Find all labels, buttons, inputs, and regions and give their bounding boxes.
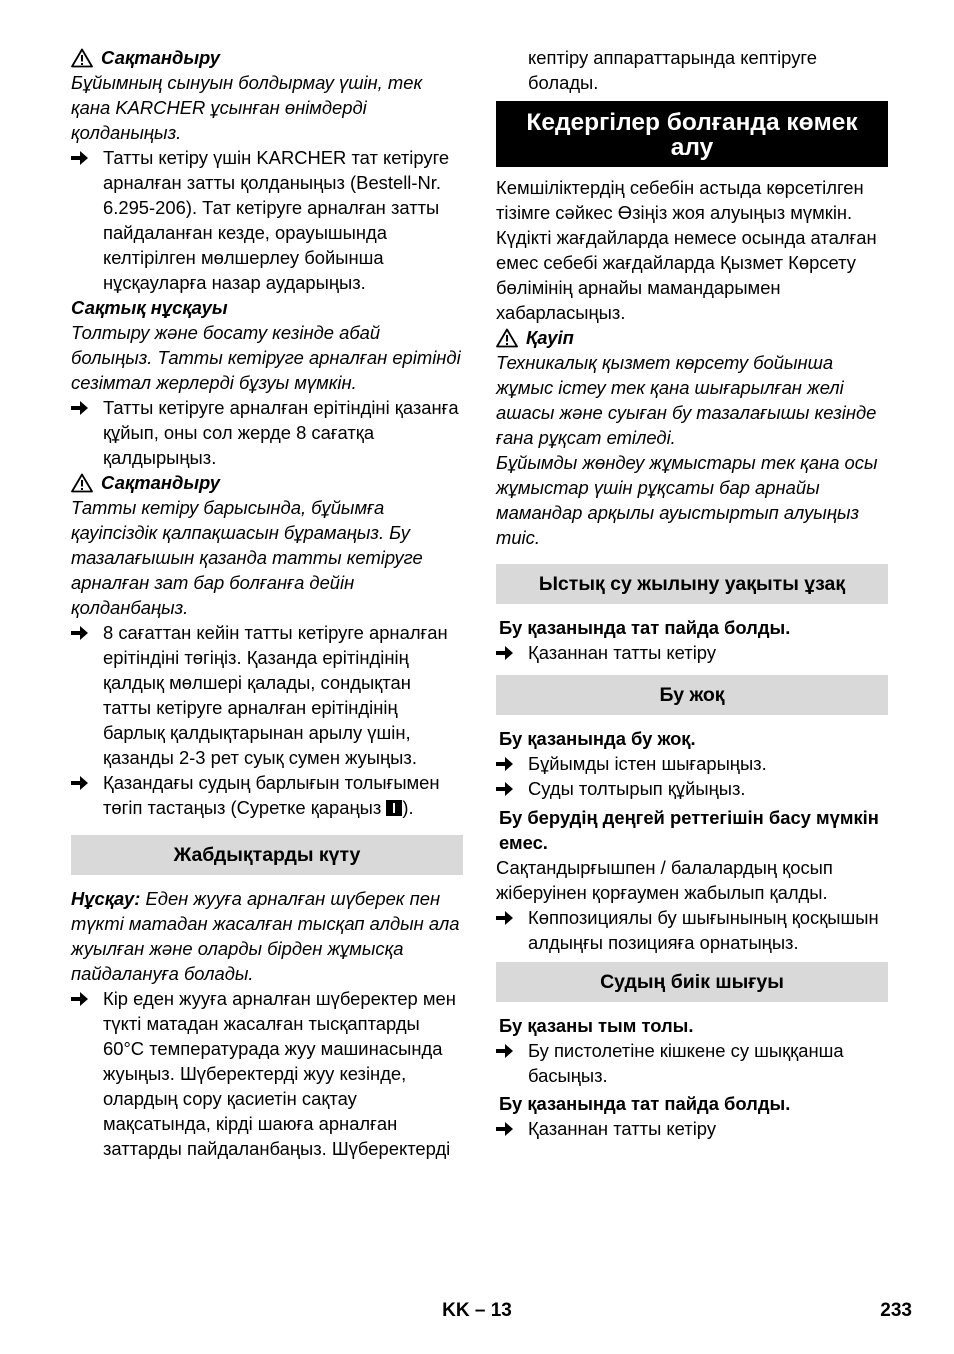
arrow-right-icon xyxy=(496,640,528,665)
arrow-right-icon xyxy=(496,905,528,955)
problem-title: Бу қазанында тат пайда болды. xyxy=(499,617,791,638)
danger-text: Техникалық қызмет көрсету бойынша жұмыс істеу тек қана шығарылған желі ашасы және суыған бу тазалағышы кезінде ғана рұқсат етіледі. xyxy=(496,352,877,448)
step-text: Суды толтырып құйыңыз. xyxy=(528,778,746,799)
step-text: Қазаннан татты кетіру xyxy=(528,1118,717,1139)
caution-title: Сақтандыру xyxy=(101,47,221,68)
instruction-step xyxy=(71,395,463,470)
instruction-step xyxy=(496,905,888,955)
step-text: Татты кетіруге арналған ерітіндіні қазанға құйып, оны сол жерде 8 сағатқа қалдырыңыз. xyxy=(103,397,459,468)
problem-title: Бу қазанында бу жоқ. xyxy=(499,728,696,749)
instruction-step xyxy=(496,776,888,801)
danger-text: Бұйымды жөндеу жұмыстары тек қана осы жұмыстар үшін рұқсаты бар арнайы мамандар арқылы ауыстыртып алуыңыз тиіс. xyxy=(496,452,878,548)
instruction-step xyxy=(496,640,888,665)
instruction-step xyxy=(71,620,463,770)
troubleshooting-heading: Кедергілер болғанда көмек алу xyxy=(496,101,888,167)
page-number: 233 xyxy=(880,1300,912,1321)
note-label: Нұсқау: xyxy=(71,888,141,909)
instruction-step xyxy=(71,145,463,295)
left-column xyxy=(71,45,463,1161)
instruction-step xyxy=(496,751,888,776)
problem-title: Бу қазанында тат пайда болды. xyxy=(499,1093,791,1114)
step-text: Бұйымды істен шығарыңыз. xyxy=(528,753,767,774)
step-text: Көппозициялы бу шығынының қосқышын алдыңғы позицияға орнатыңыз. xyxy=(528,907,879,953)
safety-note-title: Сақтық нұсқауы xyxy=(71,297,228,318)
step-text: Кір еден жууға арналған шүберектер мен түкті матадан жасалған тысқаптарды 60°C температурада жуу машинасында жуыңыз. Шүберектерді жуу кезінде, олардың сору қасиетін сақтау мақсатында, кірді шаюға арналған заттарды пайдаланбаңыз. Шүберектерді xyxy=(103,988,456,1159)
problem-title: Бу берудің деңгей реттегішін басу мүмкін емес. xyxy=(499,807,879,853)
safety-note-text: Толтыру және босату кезінде абай болыңыз. Татты кетіруге арналған ерітінді сезімтал жерлерді бұзуы мүмкін. xyxy=(71,322,461,393)
step-text: Қазаннан татты кетіру xyxy=(528,642,717,663)
instruction-step xyxy=(71,986,463,1161)
intro-paragraph: Кемшіліктердің себебін астыда көрсетілген тізімге сәйкес Өзіңіз жоя алуыңыз мүмкін. Күдікті жағдайларда немесе осында аталған емес себебі жағдайларда Қызмет Көрсету бөлімінің арнайы мамандарымен хабарласыңыз. xyxy=(496,177,877,323)
continued-text: кептіру аппараттарында кептіруге болады. xyxy=(528,47,817,93)
step-text xyxy=(103,770,463,820)
danger-title: Қауіп xyxy=(526,327,574,348)
arrow-right-icon xyxy=(496,1038,528,1088)
arrow-right-icon xyxy=(71,620,103,770)
note-text: Еден жууға арналған шүберек пен түкті матадан жасалған тысқап алдын ала жуылған және оларды бірден жұмысқа пайдалануға болады. xyxy=(71,888,460,984)
warning-triangle-icon xyxy=(496,328,518,348)
step-text: Татты кетіру үшін KARCHER тат кетіруге арналған затты қолданыңыз (Bestell-Nr. 6.295-206). Тат кетіруге арналған затты пайдаланған кезде, орауышында келтірілген мөлшерлеу бойынша нұсқауларға назар аударыңыз. xyxy=(103,147,450,293)
step-text: Бу пистолетіне кішкене су шыққанша басыңыз. xyxy=(528,1040,844,1086)
section-heading-no-steam: Бу жоқ xyxy=(496,675,888,715)
section-heading-heating-time: Ыстық су жылыну уақыты ұзақ xyxy=(496,564,888,604)
step-text-end: ). xyxy=(402,797,414,818)
arrow-right-icon xyxy=(71,770,103,820)
section-heading-water-output: Судың биік шығуы xyxy=(496,962,888,1002)
right-column xyxy=(496,45,888,1141)
arrow-right-icon xyxy=(71,395,103,470)
warning-triangle-icon xyxy=(71,48,93,68)
caution-title: Сақтандыру xyxy=(101,472,221,493)
figure-reference-icon xyxy=(386,800,402,816)
instruction-step xyxy=(496,1038,888,1088)
arrow-right-icon xyxy=(71,986,103,1161)
instruction-step xyxy=(496,1116,888,1141)
instruction-step xyxy=(71,770,463,820)
caution-heading xyxy=(71,45,463,70)
note-paragraph xyxy=(71,886,463,986)
arrow-right-icon xyxy=(496,1116,528,1141)
problem-title: Бу қазаны тым толы. xyxy=(499,1015,694,1036)
arrow-right-icon xyxy=(71,145,103,295)
caution-text: Татты кетіру барысында, бұйымға қауіпсіздік қалпақшасын бұрамаңыз. Бу тазалағышын қазанда татты кетіруге арналған зат бар болғанға дейін қолданбаңыз. xyxy=(71,497,423,618)
arrow-right-icon xyxy=(496,751,528,776)
cause-text: Сақтандырғышпен / балалардың қосып жіберуінен қорғаумен жабылып қалды. xyxy=(496,857,833,903)
footer-section-label: KK – 13 xyxy=(442,1300,512,1321)
step-text: 8 сағаттан кейін татты кетіруге арналған ерітіндіні төгіңіз. Қазанда ерітіндінің қалдық мөлшері қалады, сондықтан татты кетіруге арналған ерітіндінің барлық қалдықтарынан арылу үшін, қазанды 2-3 рет суық сумен жуыңыз. xyxy=(103,622,448,768)
step-text-part: Қазандағы судың барлығын толығымен төгіп тастаңыз (Суретке қараңыз xyxy=(103,772,440,818)
section-heading-care: Жабдықтарды күту xyxy=(71,835,463,875)
caution-heading xyxy=(71,470,463,495)
caution-text: Бұйымның сынуын болдырмау үшін, тек қана KARCHER ұсынған өнімдерді қолданыңыз. xyxy=(71,72,423,143)
warning-triangle-icon xyxy=(71,473,93,493)
arrow-right-icon xyxy=(496,776,528,801)
danger-heading xyxy=(496,325,888,350)
